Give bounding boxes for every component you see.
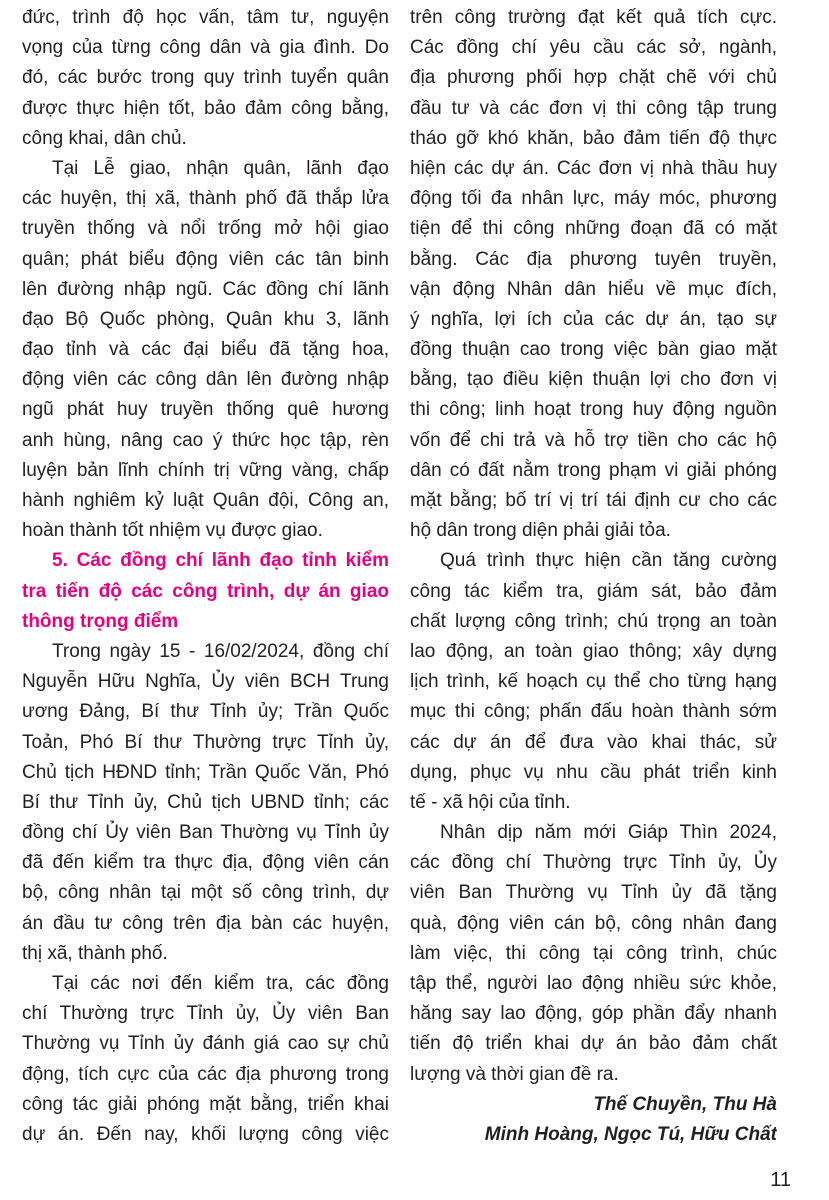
- text-line: chí Thường trực Tỉnh ủy, Ủy viên Ban: [22, 1003, 389, 1025]
- text-line: lao động, an toàn giao thông; xây dựng: [410, 640, 777, 662]
- text-line: quà, động viên cán bộ, công nhân đang: [410, 912, 777, 934]
- text-line: động tối đa nhân lực, máy móc, phương: [410, 188, 777, 210]
- text-line: mục thi công; phấn đấu hoàn thành sớm: [410, 701, 777, 723]
- text-line: lịch trình, kế hoạch cụ thể cho từng hạng: [410, 671, 777, 693]
- text-line: hành nghiêm kỷ luật Quân đội, Công an,: [22, 490, 389, 511]
- text-line: dự án. Đến nay, khối lượng công việc: [22, 1123, 389, 1145]
- text-line: dụng, phục vụ nhu cầu phát triển kinh: [410, 761, 777, 783]
- text-line: tiến độ triển khai dự án bảo đảm chất: [410, 1033, 777, 1055]
- text-line: ương Đảng, Bí thư Tỉnh ủy; Trần Quốc: [22, 701, 389, 723]
- text-line: đồng thuận cao trong việc bàn giao mặt: [410, 339, 777, 361]
- right-column: [410, 3, 777, 1150]
- text-line: vọng của từng công dân và gia đình. Do: [22, 37, 389, 59]
- text-line: làm việc, thi công tại công trình, chúc: [410, 942, 777, 964]
- text-line: chất lượng công trình; chú trọng an toàn: [410, 610, 777, 632]
- text-line: luyện bản lĩnh chính trị vững vàng, chấp: [22, 459, 389, 481]
- text-line: Nguyễn Hữu Nghĩa, Ủy viên BCH Trung: [22, 671, 389, 693]
- text-line: Nhân dịp năm mới Giáp Thìn 2024,: [440, 822, 777, 844]
- text-line: đạo tỉnh và các đại biểu đã tặng hoa,: [22, 339, 389, 361]
- text-line: đạo Bộ Quốc phòng, Quân khu 3, lãnh: [22, 308, 389, 330]
- paragraph: [410, 3, 777, 546]
- text-line: viên Ban Thường vụ Tỉnh ủy đã tặng: [410, 882, 777, 904]
- text-line: đó, các bước trong quy trình tuyển quân: [22, 67, 389, 89]
- text-line: động viên các công dân lên đường nhập: [22, 369, 389, 391]
- text-line: Các đồng chí yêu cầu các sở, ngành,: [410, 37, 777, 59]
- text-line: hộ dân trong diện phải giải tỏa.: [410, 520, 671, 542]
- text-line: tế - xã hội của tỉnh.: [410, 791, 571, 813]
- text-line: các đồng chí Thường trực Tỉnh ủy, Ủy: [410, 852, 777, 874]
- text-line: bộ, công nhân tại một số công trình, dự: [22, 882, 389, 904]
- text-line: được thực hiện tốt, bảo đảm công bằng,: [22, 97, 389, 119]
- text-line: Bí thư Tỉnh ủy, Chủ tịch UBND tỉnh; các: [22, 791, 389, 813]
- text-line: 5. Các đồng chí lãnh đạo tỉnh kiểm: [52, 550, 389, 572]
- section-heading: [22, 546, 389, 637]
- text-line: lượng và thời gian đề ra.: [410, 1063, 619, 1085]
- text-line: Tại các nơi đến kiểm tra, các đồng: [52, 973, 389, 994]
- paragraph: [22, 154, 389, 546]
- page-number: 11: [770, 1169, 791, 1191]
- text-line: ngũ phát huy truyền thống quê hương: [22, 399, 389, 421]
- text-line: lên đường nhập ngũ. Các đồng chí lãnh: [22, 278, 389, 300]
- text-line: bằng. Các địa phương tuyên truyền,: [410, 248, 777, 270]
- text-line: ý nghĩa, lợi ích của các dự án, tạo sự: [410, 308, 777, 330]
- text-line: hăng say lao động, góp phần đẩy nhanh: [410, 1003, 777, 1025]
- text-line: án đầu tư công trên địa bàn các huyện,: [22, 912, 389, 934]
- text-line: thị xã, thành phố.: [22, 942, 168, 964]
- text-line: bằng, tạo điều kiện thuận lợi cho đơn vị: [410, 369, 777, 391]
- text-line: động, tích cực của các địa phương trong: [22, 1063, 389, 1085]
- text-line: Quá trình thực hiện cần tăng cường: [440, 550, 777, 572]
- text-line: mặt bằng; bố trí vị trí tái định cư cho các: [410, 490, 777, 511]
- text-line: Minh Hoàng, Ngọc Tú, Hữu Chất: [484, 1123, 777, 1145]
- text-line: công tác giải phóng mặt bằng, triển khai: [22, 1093, 389, 1115]
- text-line: hoàn thành tốt nhiệm vụ được giao.: [22, 520, 323, 542]
- paragraph: [22, 637, 389, 969]
- text-line: anh hùng, nâng cao ý thức học tập, rèn: [22, 429, 389, 451]
- text-line: Chủ tịch HĐND tỉnh; Trần Quốc Văn, Phó: [22, 761, 389, 783]
- text-line: tập thể, người lao động nhiều sức khỏe,: [410, 973, 777, 994]
- text-line: Thường vụ Tỉnh ủy đánh giá cao sự chủ: [22, 1033, 389, 1055]
- text-line: thông trọng điểm: [22, 610, 179, 632]
- text-line: tiện để thi công những đoạn đã có mặt: [410, 218, 777, 240]
- text-line: truyền thống và nổi trống mở hội giao: [22, 218, 389, 240]
- text-line: trên công trường đạt kết quả tích cực.: [410, 7, 777, 28]
- text-line: tháo gỡ khó khăn, bảo đảm tiến độ thực: [410, 127, 777, 149]
- text-line: các huyện, thị xã, thành phố đã thắp lửa: [22, 188, 389, 210]
- text-line: thi công; linh hoạt trong huy động nguồn: [410, 399, 777, 421]
- text-line: vận động Nhân dân hiểu về mục đích,: [410, 278, 777, 300]
- author-signature: [410, 1090, 777, 1150]
- text-line: đầu tư và các đơn vị thi công tập trung: [410, 97, 777, 119]
- text-line: Thế Chuyền, Thu Hà: [593, 1093, 777, 1115]
- paragraph: [410, 546, 777, 818]
- text-line: Tại Lễ giao, nhận quân, lãnh đạo: [52, 157, 389, 179]
- text-line: Trong ngày 15 - 16/02/2024, đồng chí: [52, 640, 389, 662]
- paragraph: [410, 818, 777, 1090]
- text-line: dân có đất nằm trong phạm vi giải phóng: [410, 459, 777, 481]
- text-line: quân; phát biểu động viên các tân binh: [22, 248, 389, 270]
- paragraph: [22, 3, 389, 154]
- text-line: đã đến kiểm tra thực địa, động viên cán: [22, 852, 389, 874]
- text-line: Toản, Phó Bí thư Thường trực Tỉnh ủy,: [22, 731, 389, 753]
- text-line: địa phương phối hợp chặt chẽ với chủ: [410, 67, 777, 89]
- text-line: tra tiến độ các công trình, dự án giao: [22, 580, 389, 602]
- text-line: các dự án để đưa vào khai thác, sử: [410, 731, 777, 753]
- text-line: đồng chí Ủy viên Ban Thường vụ Tỉnh ủy: [22, 822, 389, 844]
- text-line: vốn để chi trả và hỗ trợ tiền cho các hộ: [410, 429, 777, 451]
- left-column: [22, 3, 389, 1150]
- text-line: đức, trình độ học vấn, tâm tư, nguyện: [22, 7, 389, 28]
- text-line: công khai, dân chủ.: [22, 127, 187, 149]
- text-line: công tác kiểm tra, giám sát, bảo đảm: [410, 580, 777, 602]
- text-line: hiện các dự án. Các đơn vị nhà thầu huy: [410, 157, 777, 179]
- paragraph: [22, 969, 389, 1150]
